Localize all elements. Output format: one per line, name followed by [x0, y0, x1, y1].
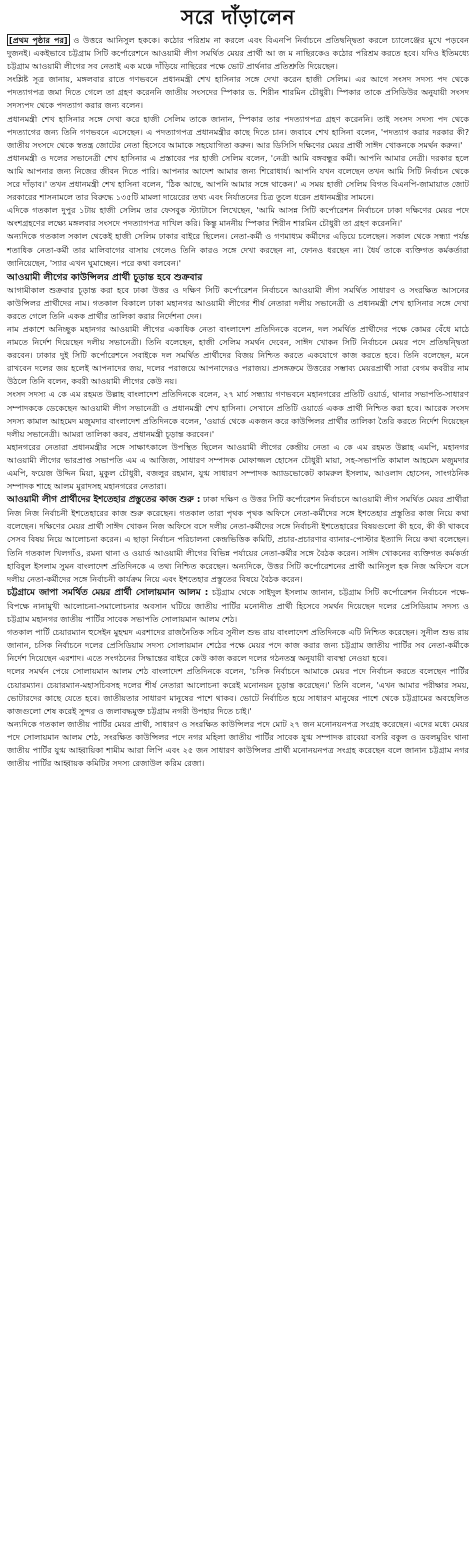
paragraph: মহানগরের নেতারা প্রধানমন্ত্রীর সঙ্গে সাক্ষাৎকালে উপস্থিত ছিলেন আওয়ামী লীগের কেন্দ্রীয় নেতা এ কে এম রহমত উল্লাহ এমপি, মহানগর আওয়ামী লীগের ভারপ্রাপ্ত সভাপতি এম এ আজিজ, সাধারণ সম্পাদক মোফাজ্জল হোসেন চৌধুরী মায়া, সহ-সভাপতি কামাল আহমেদ মজুমদার এমপি, ফয়েজ উদ্দিন মিয়া, মুকুল চৌধুরী, বজলুর রহমান, যুগ্ম সাধারণ সম্পাদক অ্যাডভোকেট কামরুল ইসলাম, আওলাদ হোসেন, সাংগঠনিক সম্পাদক শাহে আলম মুরাদসহ মহানগরের নেতারা। — [7, 441, 469, 492]
paragraph-manifesto — [7, 493, 469, 586]
paragraph: অন্যদিকে গতকাল জাতীয় পার্টির মেয়র প্রার্থী, সাধারণ ও সংরক্ষিত কাউন্সিলর পদে মোট ২৭ জন মনোনয়নপত্র সংগ্রহ করেছেন। এদের মধ্যে মেয়র পদে সোলায়মান আলম শেঠ, সংরক্ষিত কাউন্সিলর পদে নগর মহিলা জাতীয় পার্টির সাবেক যুগ্ম সম্পাদক রাবেয়া বসরি বকুল ও ডবলমুরিং থানা জাতীয় পার্টির যুগ্ম আহ্বায়িকা শামীম আরা লিপি এবং ২৫ জন সাধারণ কাউন্সিলর প্রার্থী মনোনয়নপত্র সংগ্রহ করেছেন বলে জানান চট্টগ্রাম নগর জাতীয় পার্টির আহ্বায়ক কমিটির সদস্য রেজাউল করিম রেজা। — [7, 718, 469, 769]
lead-chattogram: চট্টগ্রামে জাপা সমর্থিত মেয়র প্রার্থী সোলায়মান আলম : — [7, 587, 209, 598]
article-headline: সরে দাঁড়ালেন — [181, 5, 295, 29]
paragraph: অন্যদিকে গতকাল সকাল থেকেই হাজী সেলিম ঢাকার বাইরে ছিলেন। নেতা-কর্মী ও গণমাধ্যম কর্মীদের এড়িয়ে চলেছেন। সকাল থেকে সন্ধ্যা পর্যন্ত শতাধিক নেতা-কর্মী তার মালিবাগের বাসায় গেলেও তিনি কারও সঙ্গে দেখা করছেন না, ফোনও ধরছেন না। ধৈর্য তাকে ব্যক্তিগত কর্মকর্তারা জানিয়েছেন, 'স্যার এখন ঘুমাচ্ছেন। পরে কথা বলবেন।' — [7, 231, 469, 268]
paragraph: গতকাল পার্টি চেয়ারম্যান হুসেইন মুহম্মদ এরশাদের রাজনৈতিক সচিব সুনীল শুভ রায় বাংলাদেশ প্রতিদিনকে এটি নিশ্চিত করেছেন। সুনীল শুভ রায় জানান, চসিক নির্বাচনে দলের প্রেসিডিয়াম সদস্য সোলায়মান শেঠের পক্ষে মেয়র পদে কাজ করার জন্য চট্টগ্রাম জাতীয় পার্টির সব নেতা-কর্মীকে নির্দেশ দিয়েছেন এরশাদ। এতে সংগঠনের সিদ্ধান্তের বাইরে কেউ কাজ করলে দলের গঠনতন্ত্র অনুযায়ী ব্যবস্থা নেওয়া হবে। — [7, 627, 469, 664]
paragraph-intro — [7, 34, 469, 73]
paragraph-text: ঢাকা দক্ষিণ ও উত্তর সিটি কর্পোরেশন নির্বাচনে আওয়ামী লীগ সমর্থিত মেয়র প্রার্থীরা নিজ নিজ নির্বাচনী ইশতেহারের কাজ শুরু করেছেন। গতকাল তারা পৃথক পৃথক অফিসে নেতা-কর্মীদের সঙ্গে ইশতেহার প্রস্তুতির কাজ নিয়ে কথা বলেছেন। দক্ষিণের মেয়র প্রার্থী সাঈদ খোকন নিজ অফিসে বসে দলীয় নেতা-কর্মীদের সঙ্গে নির্বাচনী ইশতেহারের বিষয়গুলো কী হবে, কী কী থাকবে সেসব বিষয় নিয়ে আলোচনা করেন। এ ছাড়া নির্বাচন পরিচালনা কেন্দ্রভিত্তিক কমিটি, প্রচার-প্রচারণার ব্যানার-পোস্টার ইত্যাদি নিয়ে কথা বলেছেন। তিনি গতকাল খিলগাঁও, রমনা থানা ও ওয়ার্ড আওয়ামী লীগের বিভিন্ন পর্যায়ের নেতা-কর্মীর সঙ্গে বৈঠক করেন। সাঈদ খোকনের ব্যক্তিগত কর্মকর্তা হাবিবুল ইসলাম সুমন বাংলাদেশ প্রতিদিনকে এ তথ্য নিশ্চিত করেছেন। অন্যদিকে, উত্তর সিটি কর্পোরেশনের প্রার্থী আনিসুল হক নিজ অফিসে বসে দলীয় নেতা-কর্মীদের সঙ্গে নির্বাচনী কার্যক্রম নিয়ে এবং ইশতেহার প্রস্তুতের বিষয়ে বৈঠক করেন। — [7, 494, 469, 584]
continuation-tag: [প্রথম পৃষ্ঠার পর] — [9, 35, 68, 45]
paragraph: এদিকে গতকাল দুপুর ১টায় হাজী সেলিম তার ফেসবুক স্ট্যাটাসে লিখেছেন, 'আমি আসন্ন সিটি কর্পোরেশন নির্বাচনে ঢাকা দক্ষিণের মেয়র পদে অংশগ্রহণের লক্ষ্যে মঙ্গলবার সংসদে পদত্যাগপত্র দাখিল করি। কিন্তু মাননীয় স্পিকার শিরীন শারমিন চৌধুরী তা গ্রহণ করেননি।' — [7, 205, 469, 229]
paragraph-text: চট্টগ্রাম থেকে সাইদুল ইসলাম জানান, চট্টগ্রাম সিটি কর্পোরেশন নির্বাচনে পক্ষে-বিপক্ষে নানামুখী আলোচনা-সমালোচনার অবসান ঘটিয়ে জাতীয় পার্টির মনোনীত প্রার্থী হিসেবে সমর্থন দিয়েছেন দলের প্রেসিডিয়াম সদস্য ও চট্টগ্রাম মহানগর জাতীয় পার্টির সাবেক সভাপতি সোলায়মান আলম শেঠ। — [7, 586, 469, 625]
paragraph: প্রধানমন্ত্রী ও দলের সভানেত্রী শেখ হাসিনার এ প্রস্তাবের পর হাজী সেলিম বলেন, 'নেত্রী আমি বঙ্গবন্ধুর কর্মী। আপনি আমার নেত্রী। দরকার হলে আমি আপনার জন্য নিজের জীবন দিতে পারি। আপনার আদেশ আমার জন্য শিরোধার্য। আপনি যখন বলেছেন তখন আমি সিটি নির্বাচন থেকে সরে দাঁড়াব।' তখন প্রধানমন্ত্রী শেখ হাসিনা বলেন, 'ঠিক আছে, আপনি আমার সঙ্গে থাকেন।' এ সময় হাজী সেলিম বিগত বিএনপি-জামায়াত জোট সরকারের শাসনামলে তার বিরুদ্ধে ১৩৫টি মামলা দায়েরের তথ্য এবং নির্যাতনের চিত্র তুলে ধরেন প্রধানমন্ত্রীর সামনে। — [7, 152, 469, 203]
paragraph: দলের সমর্থন পেয়ে সোলায়মান আলম শেঠ বাংলাদেশ প্রতিদিনকে বলেন, 'চসিক নির্বাচনে আমাকে মেয়র পদে নির্বাচন করতে বলেছেন পার্টির চেয়ারম্যান। চেয়ারম্যান-মহাসচিবসহ দলের শীর্ষ নেতারা আলোচনা করেই মনোনয়ন চূড়ান্ত করেছেন।' তিনি বলেন, 'এখন আমার পরীক্ষার সময়, ভোটারদের কাছে যেতে হবে। জাতীয়তার সাধারণ মানুষের পাশে থাকব। ভোটে নির্বাচিত হয়ে সাধারণ মানুষের পাশে থেকে চট্টগ্রামের অবহেলিত কাজগুলো শেষ করেই সুন্দর ও জলাবদ্ধমুক্ত চট্টগ্রাম নগরী উপহার দিতে চাই।' — [7, 666, 469, 716]
paragraph: আগামীকাল শুক্রবার চূড়ান্ত করা হবে ঢাকা উত্তর ও দক্ষিণ সিটি কর্পোরেশন নির্বাচনে আওয়ামী লীগ সমর্থিত সাধারণ ও সংরক্ষিত আসনের কাউন্সিলর প্রার্থীদের নাম। গতকাল বিকালে ঢাকা মহানগর আওয়ামী লীগের শীর্ষ নেতারা দলীয় সভানেত্রী ও প্রধানমন্ত্রী শেখ হাসিনার সঙ্গে দেখা করতে গেলে তিনি একক প্রার্থীর তালিকা করার নির্দেশনা দেন। — [7, 284, 469, 321]
subheading-councillor: আওয়ামী লীগের কাউন্সিলর প্রার্থী চূড়ান্ত হবে শুক্রবার — [7, 271, 203, 283]
paragraph-text: ও উত্তরে আনিসুল হককে। কঠোর পরিশ্রম না করলে এবং বিএনপি নির্বাচনে প্রতিদ্বন্দ্বিতা করলে চ্যালেঞ্জের মুখে পড়বেন দুজনই। একইভাবে চট্টগ্রাম সিটি কর্পোরেশনে আওয়ামী লীগ সমর্থিত মেয়র প্রার্থী আ জ ম নাছিরকেও কঠোর পরিশ্রম করতে হবে। যদিও ইতিমধ্যে চট্টগ্রাম আওয়ামী লীগের সব নেতাই এক মঞ্চে দাঁড়িয়ে নাছিরের পক্ষে ভোট প্রার্থনার প্রতিশ্রুতি দিয়েছেন। — [7, 35, 470, 72]
paragraph: সংশ্লিষ্ট সূত্র জানায়, মঙ্গলবার রাতে গণভবনে প্রধানমন্ত্রী শেখ হাসিনার সঙ্গে দেখা করেন হাজী সেলিম। এর আগে সংসদ সদস্য পদ থেকে পদত্যাগপত্র জমা দিতে গেলে তা গ্রহণ করেননি জাতীয় সংসদের স্পিকার ড. শিরীন শারমিন চৌধুরী। স্পিকার তাকে প্রসিডিউর অনুযায়ী সংসদ সদস্যপদ থেকে পদত্যাগ করার জন্য বলেন। — [7, 74, 469, 111]
paragraph: নাম প্রকাশে অনিচ্ছুক মহানগর আওয়ামী লীগের একাধিক নেতা বাংলাদেশ প্রতিদিনকে বলেন, দল সমর্থিত প্রার্থীদের পক্ষে কোমর বেঁধে মাঠে নামতে নির্দেশ দিয়েছেন দলীয় সভানেত্রী। তিনি বলেছেন, হাজী সেলিম সমর্থন দেবেন, সাঈদ খোকন সিটি নির্বাচনে মেয়র পদে প্রতিদ্বন্দ্বিতা করবেন। ঢাকার দুই সিটি কর্পোরেশনে সবাইকে দল সমর্থিত প্রার্থীদের বিজয় নিশ্চিত করতে একযোগে কাজ করতে হবে। তিনি বলেছেন, মনে রাখবেন দলের জয় হলেই আপনাদের জয়, দলের পরাজয়ে আপনাদেরও পরাজয়। প্রসঙ্গক্রমে উত্তরের সম্ভাব্য মেয়রপ্রার্থী সারা বেগম কবরীর নাম উঠলে তিনি বলেন, কবরী আওয়ামী লীগের কেউ নয়। — [7, 323, 469, 387]
lead-manifesto: আওয়ামী লীগ প্রার্থীদের ইশতেহার প্রস্তুতের কাজ শুরু : — [7, 495, 201, 506]
paragraph: সংসদ সদস্য এ কে এম রহমত উল্লাহ বাংলাদেশ প্রতিদিনকে বলেন, ২৭ মার্চ সন্ধ্যায় গণভবনে মহানগরের প্রতিটি ওয়ার্ড, থানার সভাপতি-সাধারণ সম্পাদককে ডেকেছেন আওয়ামী লীগ সভানেত্রী ও প্রধানমন্ত্রী শেখ হাসিনা। সেখানে প্রতিটি ওয়ার্ডে একক প্রার্থী নিশ্চিত করা হবে। আরেক সংসদ সদস্য কামাল আহমেদ মজুমদার বাংলাদেশ প্রতিদিনকে বলেন, 'ওয়ার্ড থেকে একজন করে কাউন্সিলর প্রার্থীর তালিকা তৈরি করতে নির্দেশ দিয়েছেন দলীয় সভানেত্রী। আমরা তালিকা করব, প্রধানমন্ত্রী চূড়ান্ত করবেন।' — [7, 389, 469, 439]
paragraph-chattogram — [7, 586, 469, 626]
paragraph: প্রধানমন্ত্রী শেখ হাসিনার সঙ্গে দেখা করে হাজী সেলিম তাকে জানান, স্পিকার তার পদত্যাগপত্র গ্রহণ করেননি। তাই সংসদ সদস্য পদ থেকে পদত্যাগের জন্য তিনি গণভবনে এসেছেন। এ পদত্যাগপত্র প্রধানমন্ত্রীর কাছে দিতে চান। জবাবে শেখ হাসিনা বলেন, 'পদত্যাগ করার দরকার কী? জাতীয় সংসদে থেকে স্বতন্ত্র জোটের নেতা হিসেবে আমাকে সহযোগিতা করুন। আর ডিসিসি দক্ষিণের মেয়র প্রার্থী সাঈদ খোকনকে সমর্থন করুন।' — [7, 113, 469, 150]
